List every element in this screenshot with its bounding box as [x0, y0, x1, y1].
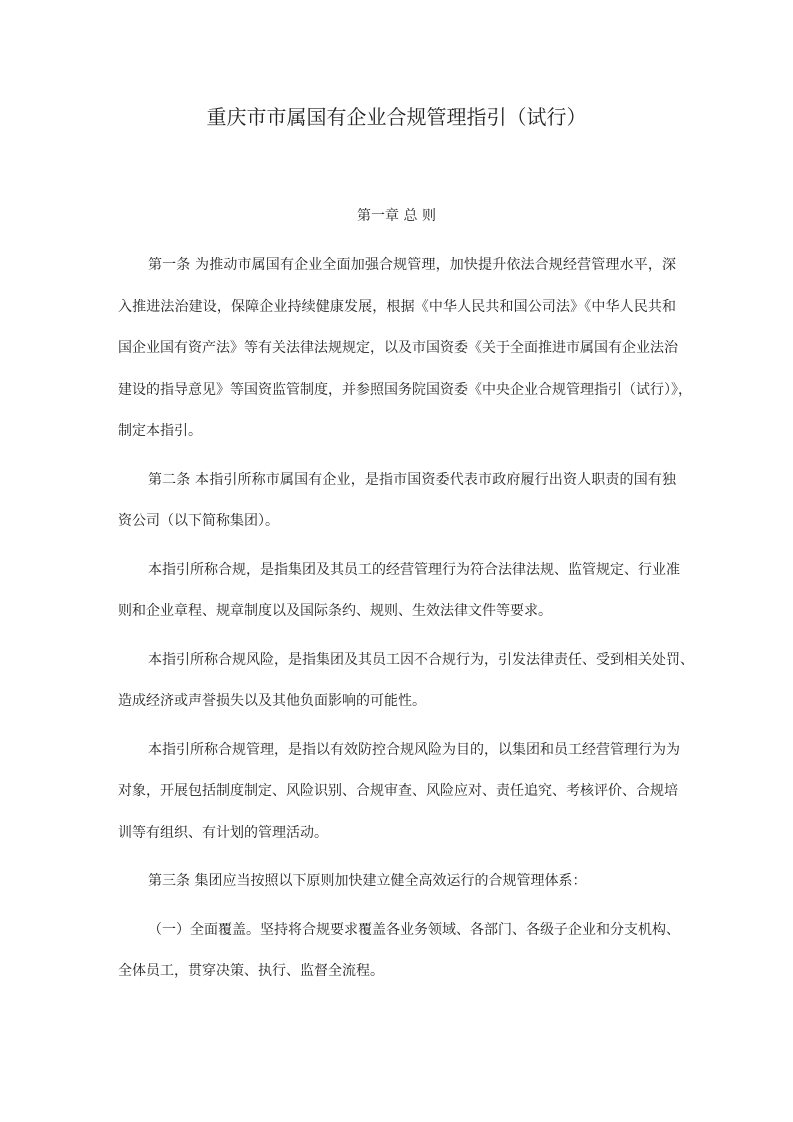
text-line: 入推进法治建设，保障企业持续健康发展，根据《中华人民共和国公司法》《中华人民共和: [118, 298, 676, 315]
document-title: 重庆市市属国有企业合规管理指引（试行）: [206, 105, 587, 129]
text-line: 对象，开展包括制度制定、风险识别、合规审查、风险应对、责任追究、考核评价、合规培: [118, 783, 678, 799]
text-line: 本指引所称合规，是指集团及其员工的经营管理行为符合法律法规、监管规定、行业准: [148, 561, 680, 578]
text-line: 训等有组织、有计划的管理活动。: [118, 824, 328, 841]
paragraph: [118, 730, 680, 855]
text-line: 本指引所称合规风险，是指集团及其员工因不合规行为，引发法律责任、受到相关处罚、: [148, 651, 694, 668]
paragraph: [118, 245, 692, 453]
text-line: 造成经济或声誉损失以及其他负面影响的可能性。: [118, 693, 426, 709]
paragraph: [118, 640, 694, 723]
document-body: [118, 245, 694, 993]
text-line: 则和企业章程、规章制度以及国际条约、规则、生效法律文件等要求。: [118, 603, 552, 619]
text-line: 建设的指导意见》等国资监管制度，并参照国务院国资委《中央企业合规管理指引（试行）》，: [118, 381, 692, 398]
paragraph: [118, 861, 676, 903]
paragraph: [118, 910, 680, 993]
text-line: 国企业国有资产法》等有关法律法规规定，以及市国资委《关于全面推进市属国有企业法治: [118, 340, 678, 356]
text-line: 制定本指引。: [118, 423, 202, 439]
paragraph: [118, 460, 676, 543]
paragraph: [118, 550, 680, 633]
chapter-heading: 第一章 总 则: [357, 208, 436, 224]
text-line: 第一条 为推动市属国有企业全面加强合规管理，加快提升依法合规经营管理水平，深: [148, 257, 676, 273]
text-line: 第三条 集团应当按照以下原则加快建立健全高效运行的合规管理体系：: [148, 873, 587, 889]
text-line: 本指引所称合规管理，是指以有效防控合规风险为目的，以集团和员工经营管理行为为: [148, 741, 680, 758]
text-line: 第二条 本指引所称市属国有企业，是指市国资委代表市政府履行出资人职责的国有独: [148, 471, 676, 488]
text-line: （一）全面覆盖。坚持将合规要求覆盖各业务领域、各部门、各级子企业和分支机构、: [148, 921, 680, 938]
text-line: 全体员工，贯穿决策、执行、监督全流程。: [118, 963, 384, 979]
text-line: 资公司（以下简称集团）。: [118, 513, 279, 529]
